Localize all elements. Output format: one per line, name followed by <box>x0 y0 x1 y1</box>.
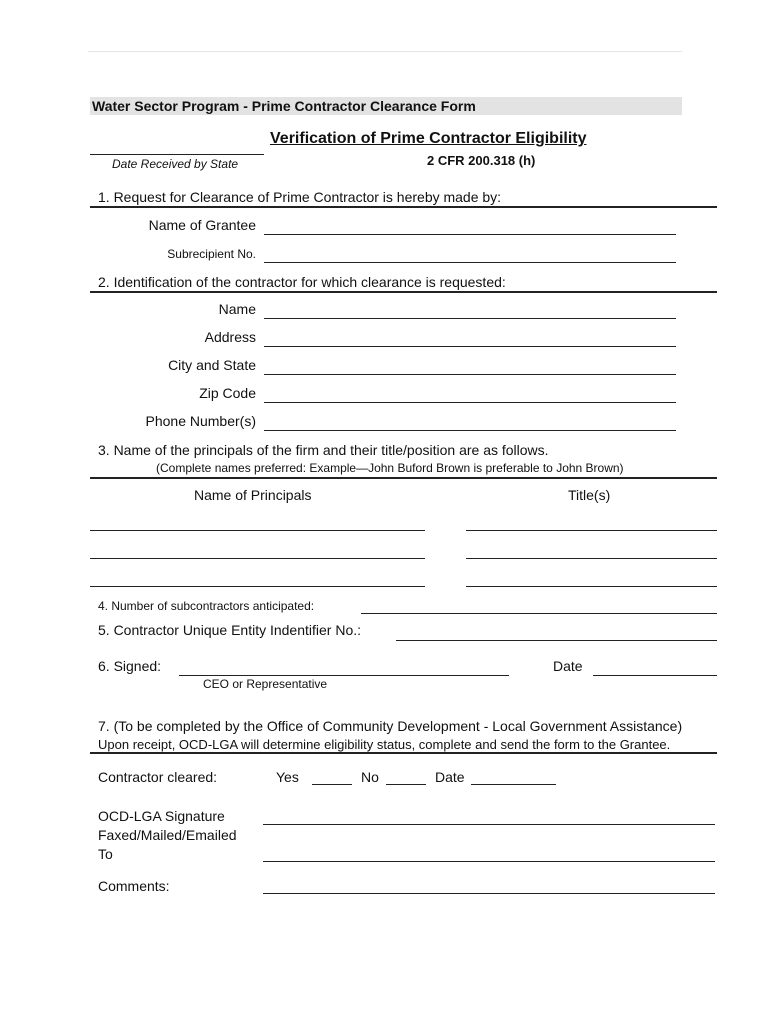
section2-rule <box>90 291 717 293</box>
signed-date-label: Date <box>553 658 583 674</box>
section1-rule <box>90 206 717 208</box>
principal-title-field-1[interactable] <box>466 530 717 531</box>
section3-rule <box>90 477 717 479</box>
comments-label: Comments: <box>98 878 170 894</box>
unique-entity-id-label: 5. Contractor Unique Entity Indentifier No.: <box>98 622 362 638</box>
contractor-city-label: City and State <box>168 357 256 373</box>
date-received-label: Date Received by State <box>112 157 239 171</box>
section1-heading: 1. Request for Clearance of Prime Contractor is hereby made by: <box>98 189 502 205</box>
grantee-name-field[interactable] <box>264 234 676 235</box>
contractor-name-field[interactable] <box>264 318 676 319</box>
contractor-phone-label: Phone Number(s) <box>145 413 256 429</box>
titles-column-header: Title(s) <box>568 487 611 503</box>
section7-instructions: Upon receipt, OCD-LGA will determine eligibility status, complete and send the form to the Grantee. <box>98 737 671 752</box>
contractor-phone-field[interactable] <box>264 430 676 431</box>
form-header-title: Water Sector Program - Prime Contractor Clearance Form <box>92 98 476 114</box>
contractor-zip-label: Zip Code <box>199 385 256 401</box>
cleared-no-field[interactable] <box>386 784 426 785</box>
section2-heading: 2. Identification of the contractor for which clearance is requested: <box>98 274 506 290</box>
contractor-cleared-label: Contractor cleared: <box>98 769 218 785</box>
signed-date-field[interactable] <box>593 675 717 676</box>
principal-name-field-2[interactable] <box>90 558 425 559</box>
section3-heading: 3. Name of the principals of the firm and their title/position are as follows. <box>98 442 549 458</box>
cleared-yes-label: Yes <box>276 769 299 785</box>
section3-note: (Complete names preferred: Example—John Buford Brown is preferable to John Brown) <box>156 461 624 475</box>
subrecipient-label: Subrecipient No. <box>167 247 256 261</box>
principal-name-field-3[interactable] <box>90 586 425 587</box>
cleared-date-label: Date <box>435 769 465 785</box>
form-main-title: Verification of Prime Contractor Eligibility <box>270 130 587 147</box>
principal-title-field-3[interactable] <box>466 586 717 587</box>
contractor-city-field[interactable] <box>264 374 676 375</box>
subcontractors-label: 4. Number of subcontractors anticipated: <box>98 599 315 613</box>
ocd-signature-field[interactable] <box>263 824 715 825</box>
contractor-address-label: Address <box>204 329 256 345</box>
cleared-date-field[interactable] <box>471 784 556 785</box>
cleared-no-label: No <box>361 769 379 785</box>
ceo-caption: CEO or Representative <box>203 677 328 691</box>
contractor-zip-field[interactable] <box>264 402 676 403</box>
faxed-to-field[interactable] <box>263 861 715 862</box>
subcontractors-field[interactable] <box>361 613 717 614</box>
page-top-rule <box>88 51 682 52</box>
regulation-reference: 2 CFR 200.318 (h) <box>427 153 536 168</box>
section7-rule <box>90 752 717 754</box>
signed-label: 6. Signed: <box>98 658 162 674</box>
to-label: To <box>98 846 113 862</box>
principal-name-field-1[interactable] <box>90 530 425 531</box>
ocd-signature-label: OCD-LGA Signature <box>98 808 225 824</box>
contractor-address-field[interactable] <box>264 346 676 347</box>
section7-heading: 7. (To be completed by the Office of Community Development - Local Government Assistance) <box>98 718 683 734</box>
subrecipient-field[interactable] <box>264 262 676 263</box>
unique-entity-id-field[interactable] <box>396 640 717 641</box>
contractor-name-label: Name <box>218 301 256 317</box>
cleared-yes-field[interactable] <box>312 784 352 785</box>
date-received-line[interactable] <box>90 154 264 155</box>
comments-field[interactable] <box>263 893 715 894</box>
principal-title-field-2[interactable] <box>466 558 717 559</box>
signature-field[interactable] <box>179 675 509 676</box>
faxed-mailed-label: Faxed/Mailed/Emailed <box>98 827 237 843</box>
grantee-name-label: Name of Grantee <box>148 217 256 233</box>
principals-column-header: Name of Principals <box>194 487 312 503</box>
